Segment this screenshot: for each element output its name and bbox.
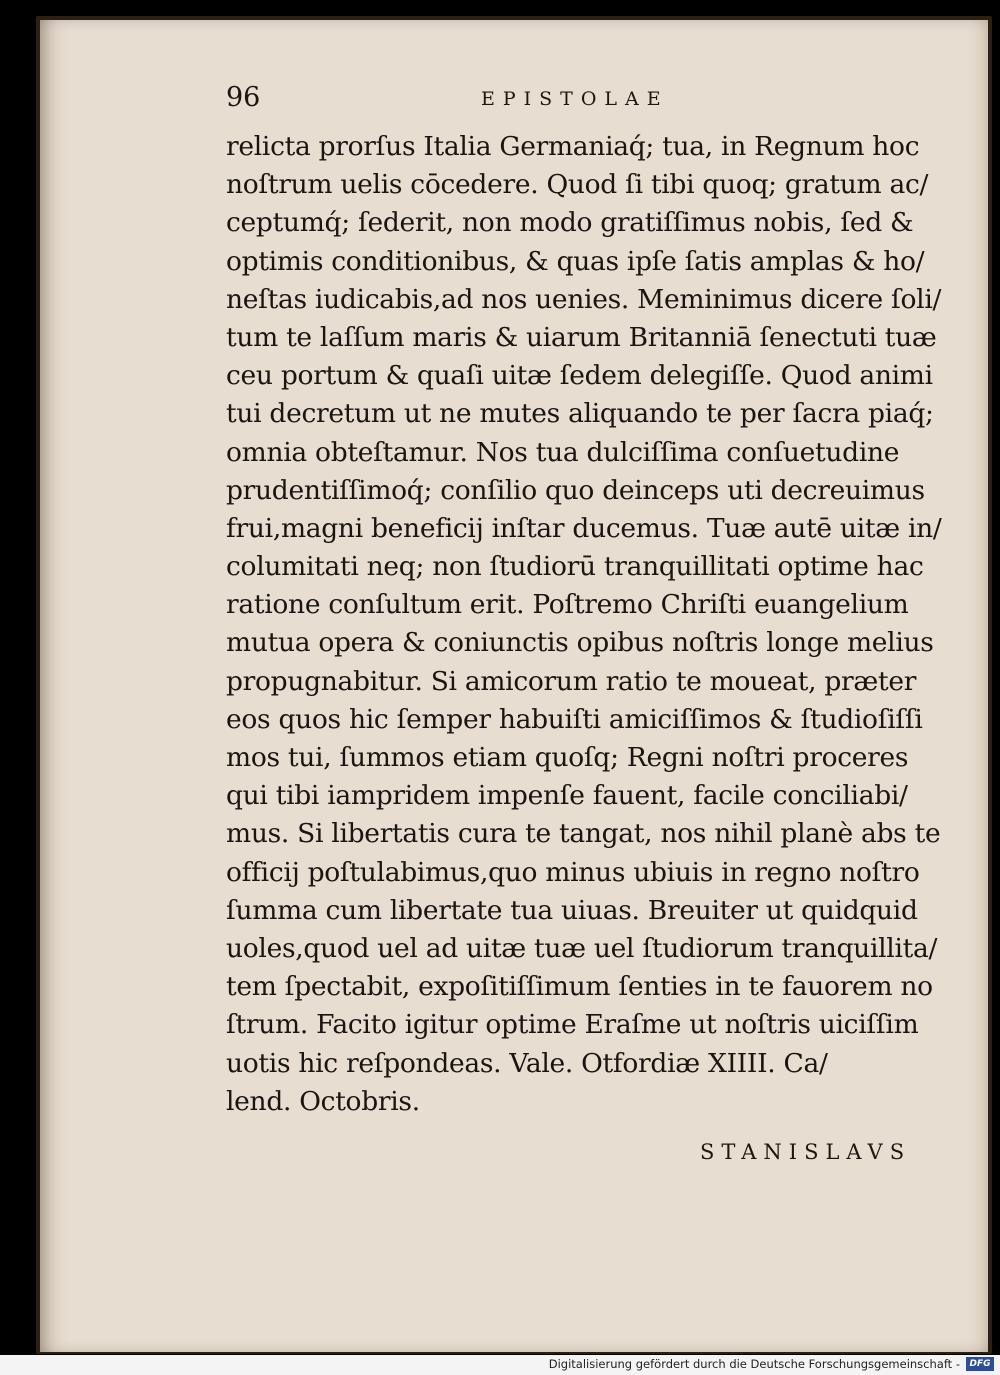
letter-body (226, 128, 946, 1121)
page-number: 96 (226, 82, 261, 113)
text-line: propugnabitur. Si amicorum ratio te moueat, præter (226, 665, 917, 697)
text-line: eos quos hic ſemper habuiſti amiciſſimos & ſtudioſiſſi (226, 703, 923, 735)
text-line: ſtrum. Facito igitur optime Eraſme ut noſtris uiciſſim (226, 1009, 919, 1041)
text-line: omnia obteſtamur. Nos tua dulciſſima conſuetudine (226, 436, 900, 468)
text-line: mos tui, ſummos etiam quoſq; Regni noſtri proceres (226, 742, 909, 773)
digitization-footer (0, 1355, 1000, 1375)
funding-notice: Digitalisierung gefördert durch die Deutsche Forschungsgemeinschaft - (548, 1357, 960, 1371)
text-line: frui,magni beneficij inſtar ducemus. Tuæ autē uitæ in/ (226, 512, 942, 544)
signature: STANISLAVS (700, 1140, 912, 1164)
dfg-logo: DFG (966, 1357, 994, 1371)
text-line: officij poſtulabimus,quo minus ubiuis in regno noſtro (226, 856, 920, 888)
text-line: mus. Si libertatis cura te tangat, nos nihil planè abs te (226, 818, 941, 850)
text-line: ceu portum & quaſi uitæ ſedem delegiſſe. Quod animi (226, 360, 933, 392)
text-line: uoles,quod uel ad uitæ tuæ uel ſtudiorum tranquillita/ (226, 932, 938, 964)
text-line: optimis conditionibus, & quas ipſe ſatis amplas & ho/ (226, 245, 925, 277)
text-line: relicta prorſus Italia Germaniaq́; tua, in Regnum hoc (226, 131, 920, 162)
text-line: tum te laſſum maris & uiarum Britanniā ſenectuti tuæ (226, 321, 937, 353)
text-line: columitati neq; non ſtudiorū tranquillitati optime hac (226, 551, 924, 583)
text-line: tem ſpectabit, expoſitiſſimum ſenties in te fauorem no (226, 971, 933, 1003)
text-line: prudentiſſimoq́; conſilio quo deinceps uti decreuimus (226, 474, 925, 506)
text-line: noſtrum uelis cōcedere. Quod ſi tibi quoq; gratum ac/ (226, 169, 929, 201)
text-line: tui decretum ut ne mutes aliquando te per ſacra piaq́; (226, 398, 934, 430)
text-line: ſumma cum libertate tua uiuas. Breuiter ut quidquid (226, 894, 918, 926)
page-header (226, 76, 926, 120)
running-head: EPISTOLAE (481, 88, 669, 110)
text-line: mutua opera & coniunctis opibus noſtris longe melius (226, 627, 934, 659)
text-line: neſtas iudicabis,ad nos uenies. Meminimus dicere ſoli/ (226, 283, 942, 315)
text-line: ratione conſultum erit. Poſtremo Chriſti euangelium (226, 589, 909, 621)
text-line: lend. Octobris. (226, 1085, 420, 1117)
text-line: ceptumq́; ſederit, non modo gratiſſimus nobis, ſed & (226, 207, 914, 239)
text-line: uotis hic reſpondeas. Vale. Otfordiæ XIIII. Ca/ (226, 1047, 828, 1079)
text-line: qui tibi iampridem impenſe fauent, facile conciliabi/ (226, 780, 908, 812)
